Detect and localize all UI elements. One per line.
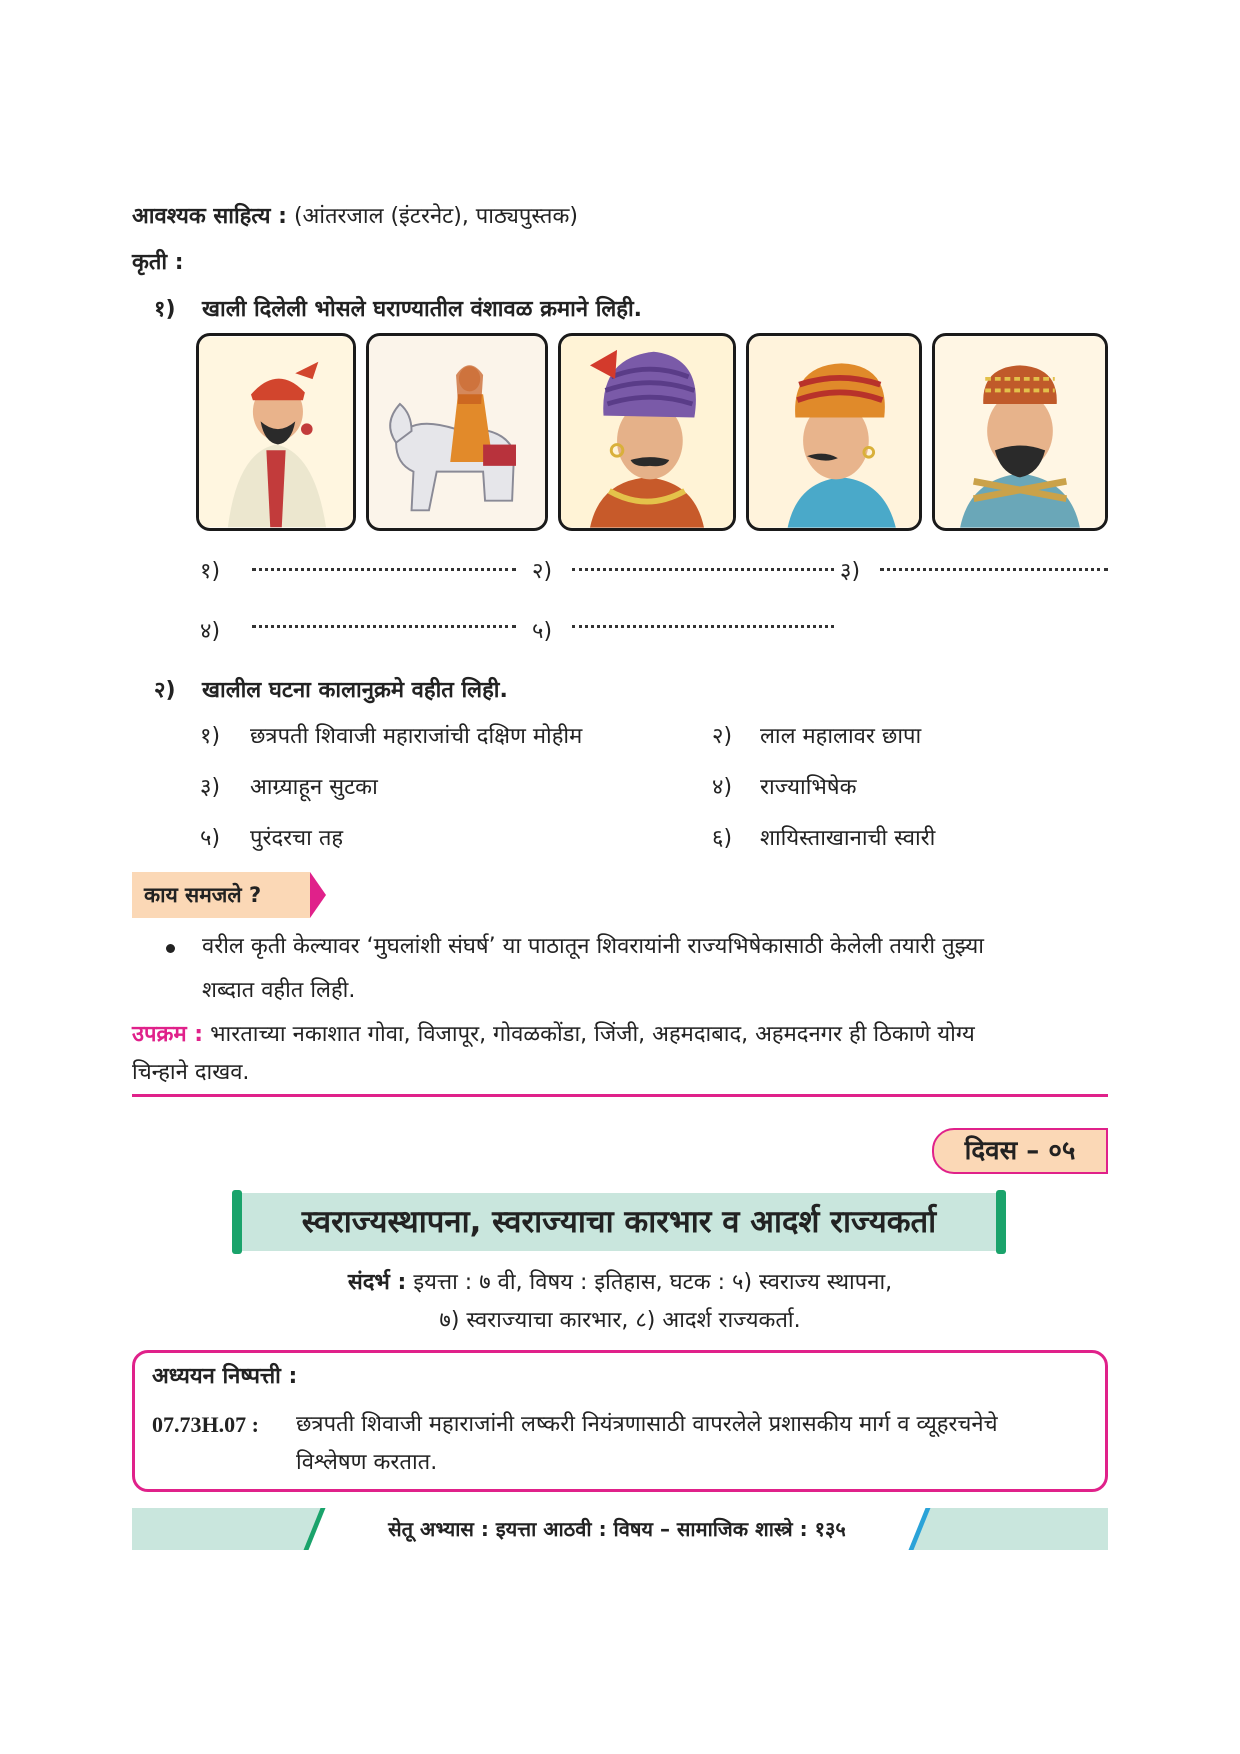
chapter-title: स्वराज्यस्थापना, स्वराज्याचा कारभार व आदर्श राज्यकर्ता	[301, 1204, 937, 1240]
portrait-4-illustration	[749, 336, 919, 528]
portrait-4	[746, 333, 922, 531]
portrait-5	[932, 333, 1108, 531]
portrait-1	[196, 333, 356, 531]
portrait-3	[558, 333, 736, 531]
portrait-5-illustration	[935, 336, 1105, 528]
event-1-text: छत्रपती शिवाजी महाराजांची दक्षिण मोहीम	[250, 724, 583, 749]
materials-value: (आंतरजाल (इंटरनेट), पाठ्यपुस्तक)	[293, 204, 578, 229]
section-divider	[132, 1094, 1108, 1097]
learning-outcome-code: 07.73H.07 :	[152, 1412, 259, 1437]
event-3-number: ३)	[200, 775, 221, 800]
materials-label: आवश्यक साहित्य :	[132, 204, 287, 229]
event-6-text: शायिस्ताखानाची स्वारी	[760, 826, 936, 851]
q2-number: २)	[154, 678, 176, 703]
activity-line2: चिन्हाने दाखव.	[132, 1060, 250, 1085]
understood-arrow-icon	[310, 872, 326, 918]
event-1-number: १)	[200, 724, 221, 749]
blank-3-line	[880, 568, 1108, 571]
activity-text: भारताच्या नकाशात गोवा, विजापूर, गोवळकोंडा, जिंजी, अहमदाबाद, अहमदनगर ही ठिकाणे योग्य	[210, 1022, 975, 1047]
blank-1-number: १)	[200, 559, 221, 584]
blank-5-line	[572, 625, 834, 628]
blank-1-line	[252, 568, 516, 571]
activity-label: उपक्रम :	[132, 1022, 204, 1047]
blank-4-number: ४)	[200, 619, 221, 644]
footer-text: सेतू अभ्यास : इयत्ता आठवी : विषय – सामाजिक शास्त्रे : १३५	[388, 1517, 846, 1541]
q1-text: खाली दिलेली भोसले घराण्यातील वंशावळ क्रमाने लिही.	[202, 297, 643, 322]
understood-text-line1: वरील कृती केल्यावर ‘मुघलांशी संघर्ष’ या पाठातून शिवरायांनी राज्यभिषेकासाठी केलेली तयारी तुझ्या	[202, 934, 984, 959]
blank-5-number: ५)	[532, 619, 553, 644]
learning-outcome-heading: अध्ययन निष्पत्ती :	[152, 1364, 298, 1389]
event-5-number: ५)	[200, 826, 221, 851]
reference-line1	[0, 1268, 1240, 1298]
reference-text: इयत्ता : ७ वी, विषय : इतिहास, घटक : ५) स्वराज्य स्थापना,	[413, 1270, 893, 1295]
day-tag: दिवस – ०५	[932, 1128, 1108, 1174]
q1-number: १)	[154, 297, 176, 322]
q2-text: खालील घटना कालानुक्रमे वहीत लिही.	[202, 678, 508, 703]
event-4-text: राज्याभिषेक	[760, 775, 857, 800]
portrait-3-illustration	[561, 336, 733, 528]
event-2-number: २)	[712, 724, 733, 749]
portrait-1-illustration	[199, 336, 353, 528]
activity-line1	[132, 1020, 975, 1050]
event-4-number: ४)	[712, 775, 733, 800]
portrait-2	[366, 333, 548, 531]
event-3-text: आग्र्याहून सुटका	[250, 775, 378, 800]
portrait-2-illustration	[369, 336, 545, 528]
event-6-number: ६)	[712, 826, 733, 851]
understood-text-line2: शब्दात वहीत लिही.	[202, 978, 356, 1003]
event-5-text: पुरंदरचा तह	[250, 826, 344, 851]
understood-label: काय समजले ?	[144, 883, 262, 907]
reference-label: संदर्भ :	[347, 1270, 407, 1295]
learning-outcome-line1: छत्रपती शिवाजी महाराजांनी लष्करी नियंत्रणासाठी वापरलेले प्रशासकीय मार्ग व व्यूहरचनेचे	[296, 1412, 998, 1437]
bullet-icon	[166, 944, 175, 953]
event-2-text: लाल महालावर छापा	[760, 724, 922, 749]
reference-line2: ७) स्वराज्याचा कारभार, ८) आदर्श राज्यकर्ता.	[439, 1308, 801, 1333]
learning-outcome-line2: विश्लेषण करतात.	[296, 1450, 438, 1475]
materials-line	[132, 202, 578, 232]
blank-2-line	[572, 568, 834, 571]
blank-3-number: ३)	[840, 559, 861, 584]
blank-4-line	[252, 625, 516, 628]
kruti-label: कृती :	[132, 250, 184, 275]
blank-2-number: २)	[532, 559, 553, 584]
